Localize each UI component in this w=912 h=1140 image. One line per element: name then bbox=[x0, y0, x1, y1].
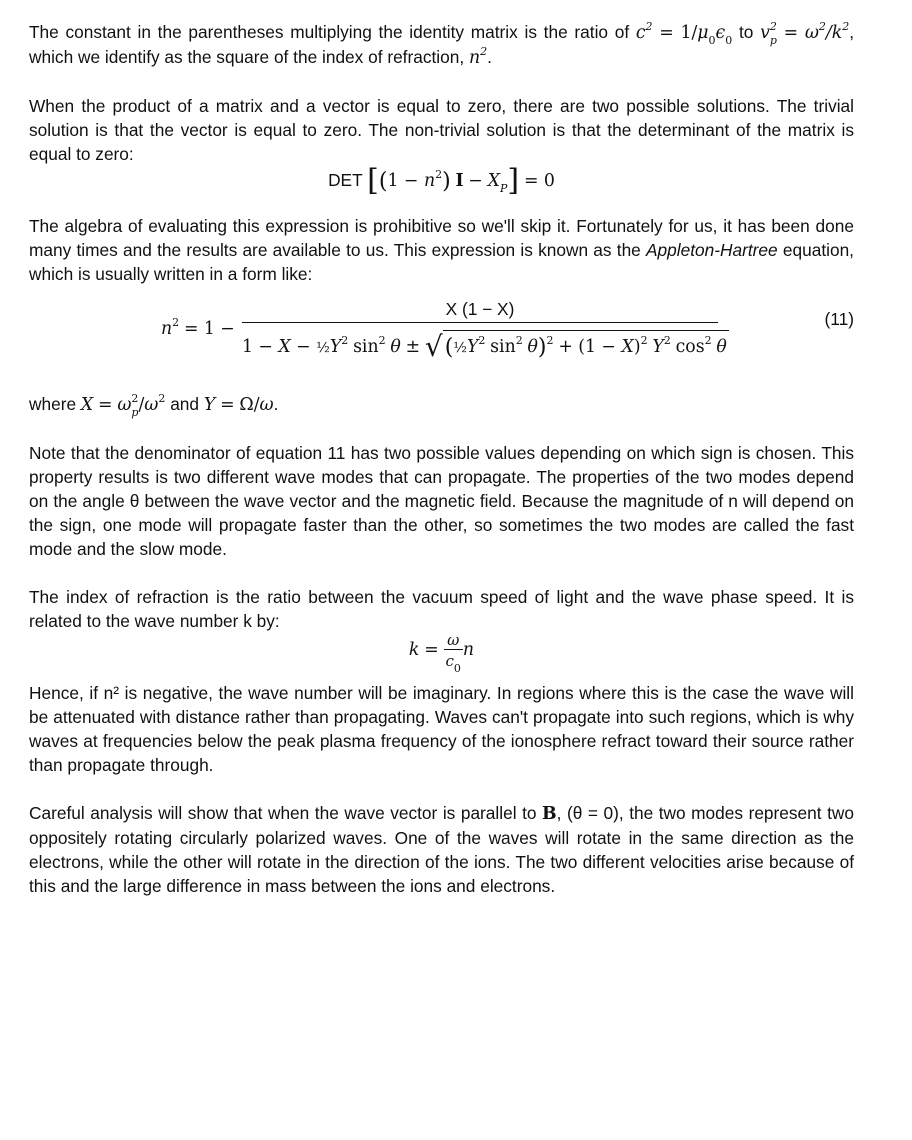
paragraph-determinant: When the product of a matrix and a vector is equal to zero, there are two possible solutions. The trivial solution is that the vector is equal to zero. The non-trivial solution is that the determinant of the matrix is equal to zero: bbox=[29, 96, 854, 164]
fraction-numerator: X (1 − X) bbox=[445, 299, 515, 319]
document-page bbox=[29, 20, 854, 898]
text: to bbox=[738, 22, 754, 42]
text: , (θ = 0), the two modes represent two oppositely rotating circularly polarized waves. One of the waves will rotate in the same direction as the electrons, while the other will rotate in the direction of the ions. The two different velocities arise because of this and the large difference in mass between the ions and electrons. bbox=[29, 803, 854, 896]
text: equation, which is usually written in a form like: bbox=[29, 240, 854, 284]
equation-number: (11) bbox=[824, 309, 854, 329]
text: The constant in the parentheses multiplying the identity matrix is the ratio of bbox=[29, 22, 630, 42]
math-omega-k: $\omega^2/k^2$ bbox=[804, 20, 850, 43]
paragraph-appleton bbox=[29, 214, 854, 286]
math-vp2: $v^2_p$ bbox=[760, 20, 777, 48]
math-n2: $n^2$ bbox=[468, 45, 488, 68]
equals-zero: = 0 bbox=[523, 171, 555, 191]
vector-b: B bbox=[542, 804, 557, 824]
equation-wavenumber: k = $\frac{\omega}{c_0}$ n bbox=[408, 631, 475, 675]
text: and bbox=[170, 394, 200, 414]
paragraph-imaginary: Hence, if n² is negative, the wave number will be imaginary. In regions where this is the case the wave will be attenuated with distance rather than propagating. Waves can't propagate into such regions, which is why waves at frequencies below the peak plasma frequency of the ionosphere refract toward their source rather than propagate through. bbox=[29, 683, 854, 775]
paragraph-index: The index of refraction is the ratio between the vacuum speed of light and the wave phase speed. It is related to the wave number k by: bbox=[29, 587, 854, 631]
text: Careful analysis will show that when the wave vector is parallel to bbox=[29, 803, 537, 823]
math-c2: $c^2$ bbox=[635, 20, 653, 43]
paragraph-ratio: The constant in the parentheses multiplying the identity matrix is the ratio of $c^2 = 1/\mu_0\epsilon_0$ to $v^2_p = \omega^2/k^2$, which we identify as the square of the index of refraction, $n^2$. bbox=[29, 20, 855, 68]
paragraph-modes: Note that the denominator of equation 11 has two possible values depending on which sign is chosen. This property results is two different wave modes that can propagate. The properties of the two modes depend on the angle θ between the wave vector and the magnetic field. Because the magnitude of n will depend on the sign, one mode will propagate faster than the other, so sometimes the two modes are called the fast mode and the slow mode. bbox=[29, 443, 854, 559]
equation-determinant: DET [$(1 - n^2)$ $I - X_P] = 0$ bbox=[328, 163, 555, 198]
text: The algebra of evaluating this expression is prohibitive so we'll skip it. Fortunately for us, it has been done many times and the results are available to us. This expression is known as the bbox=[29, 216, 854, 260]
equation-name: Appleton-Hartree bbox=[646, 240, 778, 260]
paragraph-where: where $X = \omega^2_p/\omega^2$ and Y = Ω/ω. bbox=[29, 392, 279, 420]
text: where bbox=[29, 394, 77, 414]
det-label: DET bbox=[328, 170, 363, 190]
text: , which we identify as the square of the index of refraction, bbox=[29, 22, 855, 67]
equation-appleton-hartree: $n^2 = 1$ − X (1 − X) $1 - X - \frac{1}{2}Y^2$ $\sin^2 \theta$ ± $√(\frac{1}{2}Y^2$ $\sin^2 \theta)^2 + (1 - X)^2$ $Y^2$ $\cos^2 \theta$ (11) bbox=[29, 296, 854, 386]
paragraph-polarization bbox=[29, 801, 854, 898]
fraction-denominator: $1 - X - \frac{1}{2}Y^2$ $\sin^2 \theta$ ± $√(\frac{1}{2}Y^2$ $\sin^2 \theta)^2 + (1 - X)^2$ $Y^2$ $\cos^2 \theta$ bbox=[242, 322, 718, 363]
